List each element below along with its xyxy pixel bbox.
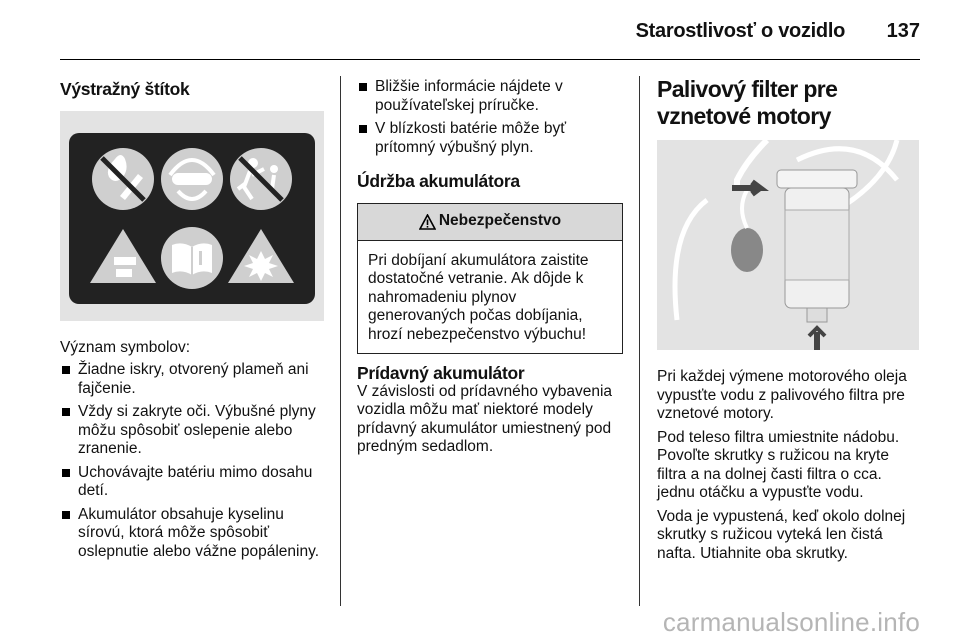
list-item: [357, 78, 623, 115]
manual-icon: [161, 227, 223, 289]
section-heading-aux-battery: Prídavný akumulátor: [357, 363, 525, 383]
page-header: [0, 0, 960, 60]
danger-box-body: Pri dobíjaní akumulátora zaistite dostatočné vetranie. Ak dôjde k nahromadeniu plynov generovaných počas dobíjania, hrozí nebezpečenstvo výbuchu!: [368, 251, 589, 343]
section-heading-warning-label: Výstražný štítok: [60, 79, 190, 99]
column-divider-1: [340, 76, 341, 606]
list-item: [60, 403, 324, 459]
fuel-filter-figure: [657, 140, 919, 350]
list-item-text: Akumulátor obsahuje kyselinu sírovú, ktorá môže spôsobiť oslepnutie alebo vážne popáleniny.: [78, 505, 320, 560]
section-heading-fuel-filter: Palivový filter pre vznetové motory: [657, 76, 838, 129]
warning-label-figure: [60, 111, 324, 321]
watermark: carmanualsonline.info: [662, 607, 920, 637]
list-item: [60, 506, 324, 562]
page-number: 137: [886, 20, 920, 42]
danger-box-title-text: Nebezpečenstvo: [438, 212, 562, 230]
bullet-square: [62, 408, 70, 416]
column-battery: [357, 76, 623, 457]
list-item-text: V blízkosti batérie môže byť prítomný výbušný plyn.: [375, 120, 567, 156]
page-header-title: Starostlivosť o vozidlo: [635, 20, 845, 42]
bullet-square: [359, 83, 367, 91]
column-fuel-filter: [657, 76, 921, 563]
list-item: [60, 361, 324, 398]
list-item-text: Uchovávajte batériu mimo dosahu detí.: [78, 463, 313, 499]
symbols-list: [60, 361, 324, 561]
section-heading-battery-maintenance: Údržba akumulátora: [357, 171, 520, 191]
fuel-filter-paragraph-3: Voda je vypustená, keď okolo dolnej skrutky s ružicou vyteká len čistá nafta. Utiahnite oba skrutky.: [657, 507, 906, 562]
fuel-filter-paragraph-2: Pod teleso filtra umiestnite nádobu. Povoľte skrutky s ružicou na kryte filtra a na dolnej časti filtra o cca. jednu otáčku a vypusťte vodu.: [657, 428, 900, 501]
bullet-square: [62, 469, 70, 477]
danger-box: [357, 203, 623, 355]
fuel-filter-paragraph-1: Pri každej výmene motorového oleja vypusťte vodu z palivového filtra pre vznetové motory.: [657, 368, 907, 422]
warning-triangle-icon: [419, 214, 436, 230]
bullet-square: [359, 125, 367, 133]
list-item-text: Bližšie informácie nájdete v používateľskej príručke.: [375, 78, 563, 114]
header-rule: [60, 59, 920, 60]
column-divider-2: [639, 76, 640, 606]
list-item: [60, 464, 324, 501]
fuel-filter-illustration: [657, 140, 919, 350]
battery-info-list: [357, 78, 623, 157]
list-item: [357, 120, 623, 157]
column-warning-label: [60, 76, 324, 566]
no-flame-icon: [92, 148, 154, 210]
danger-box-title: [358, 204, 622, 241]
aux-battery-text: V závislosti od prídavného vybavenia vozidla môžu mať niektoré modely prídavný akumulátor umiestnený pod predným sedadlom.: [357, 382, 613, 455]
warning-label-illustration: [60, 111, 324, 321]
keep-away-children-icon: [230, 148, 292, 210]
list-item-text: Žiadne iskry, otvorený plameň ani fajčenie.: [78, 361, 309, 397]
list-item-text: Vždy si zakryte oči. Výbušné plyny môžu spôsobiť oslepenie alebo zranenie.: [78, 403, 316, 457]
eye-protection-icon: [161, 148, 223, 210]
symbols-intro: Význam symbolov:: [60, 338, 191, 356]
bullet-square: [62, 511, 70, 519]
bullet-square: [62, 366, 70, 374]
